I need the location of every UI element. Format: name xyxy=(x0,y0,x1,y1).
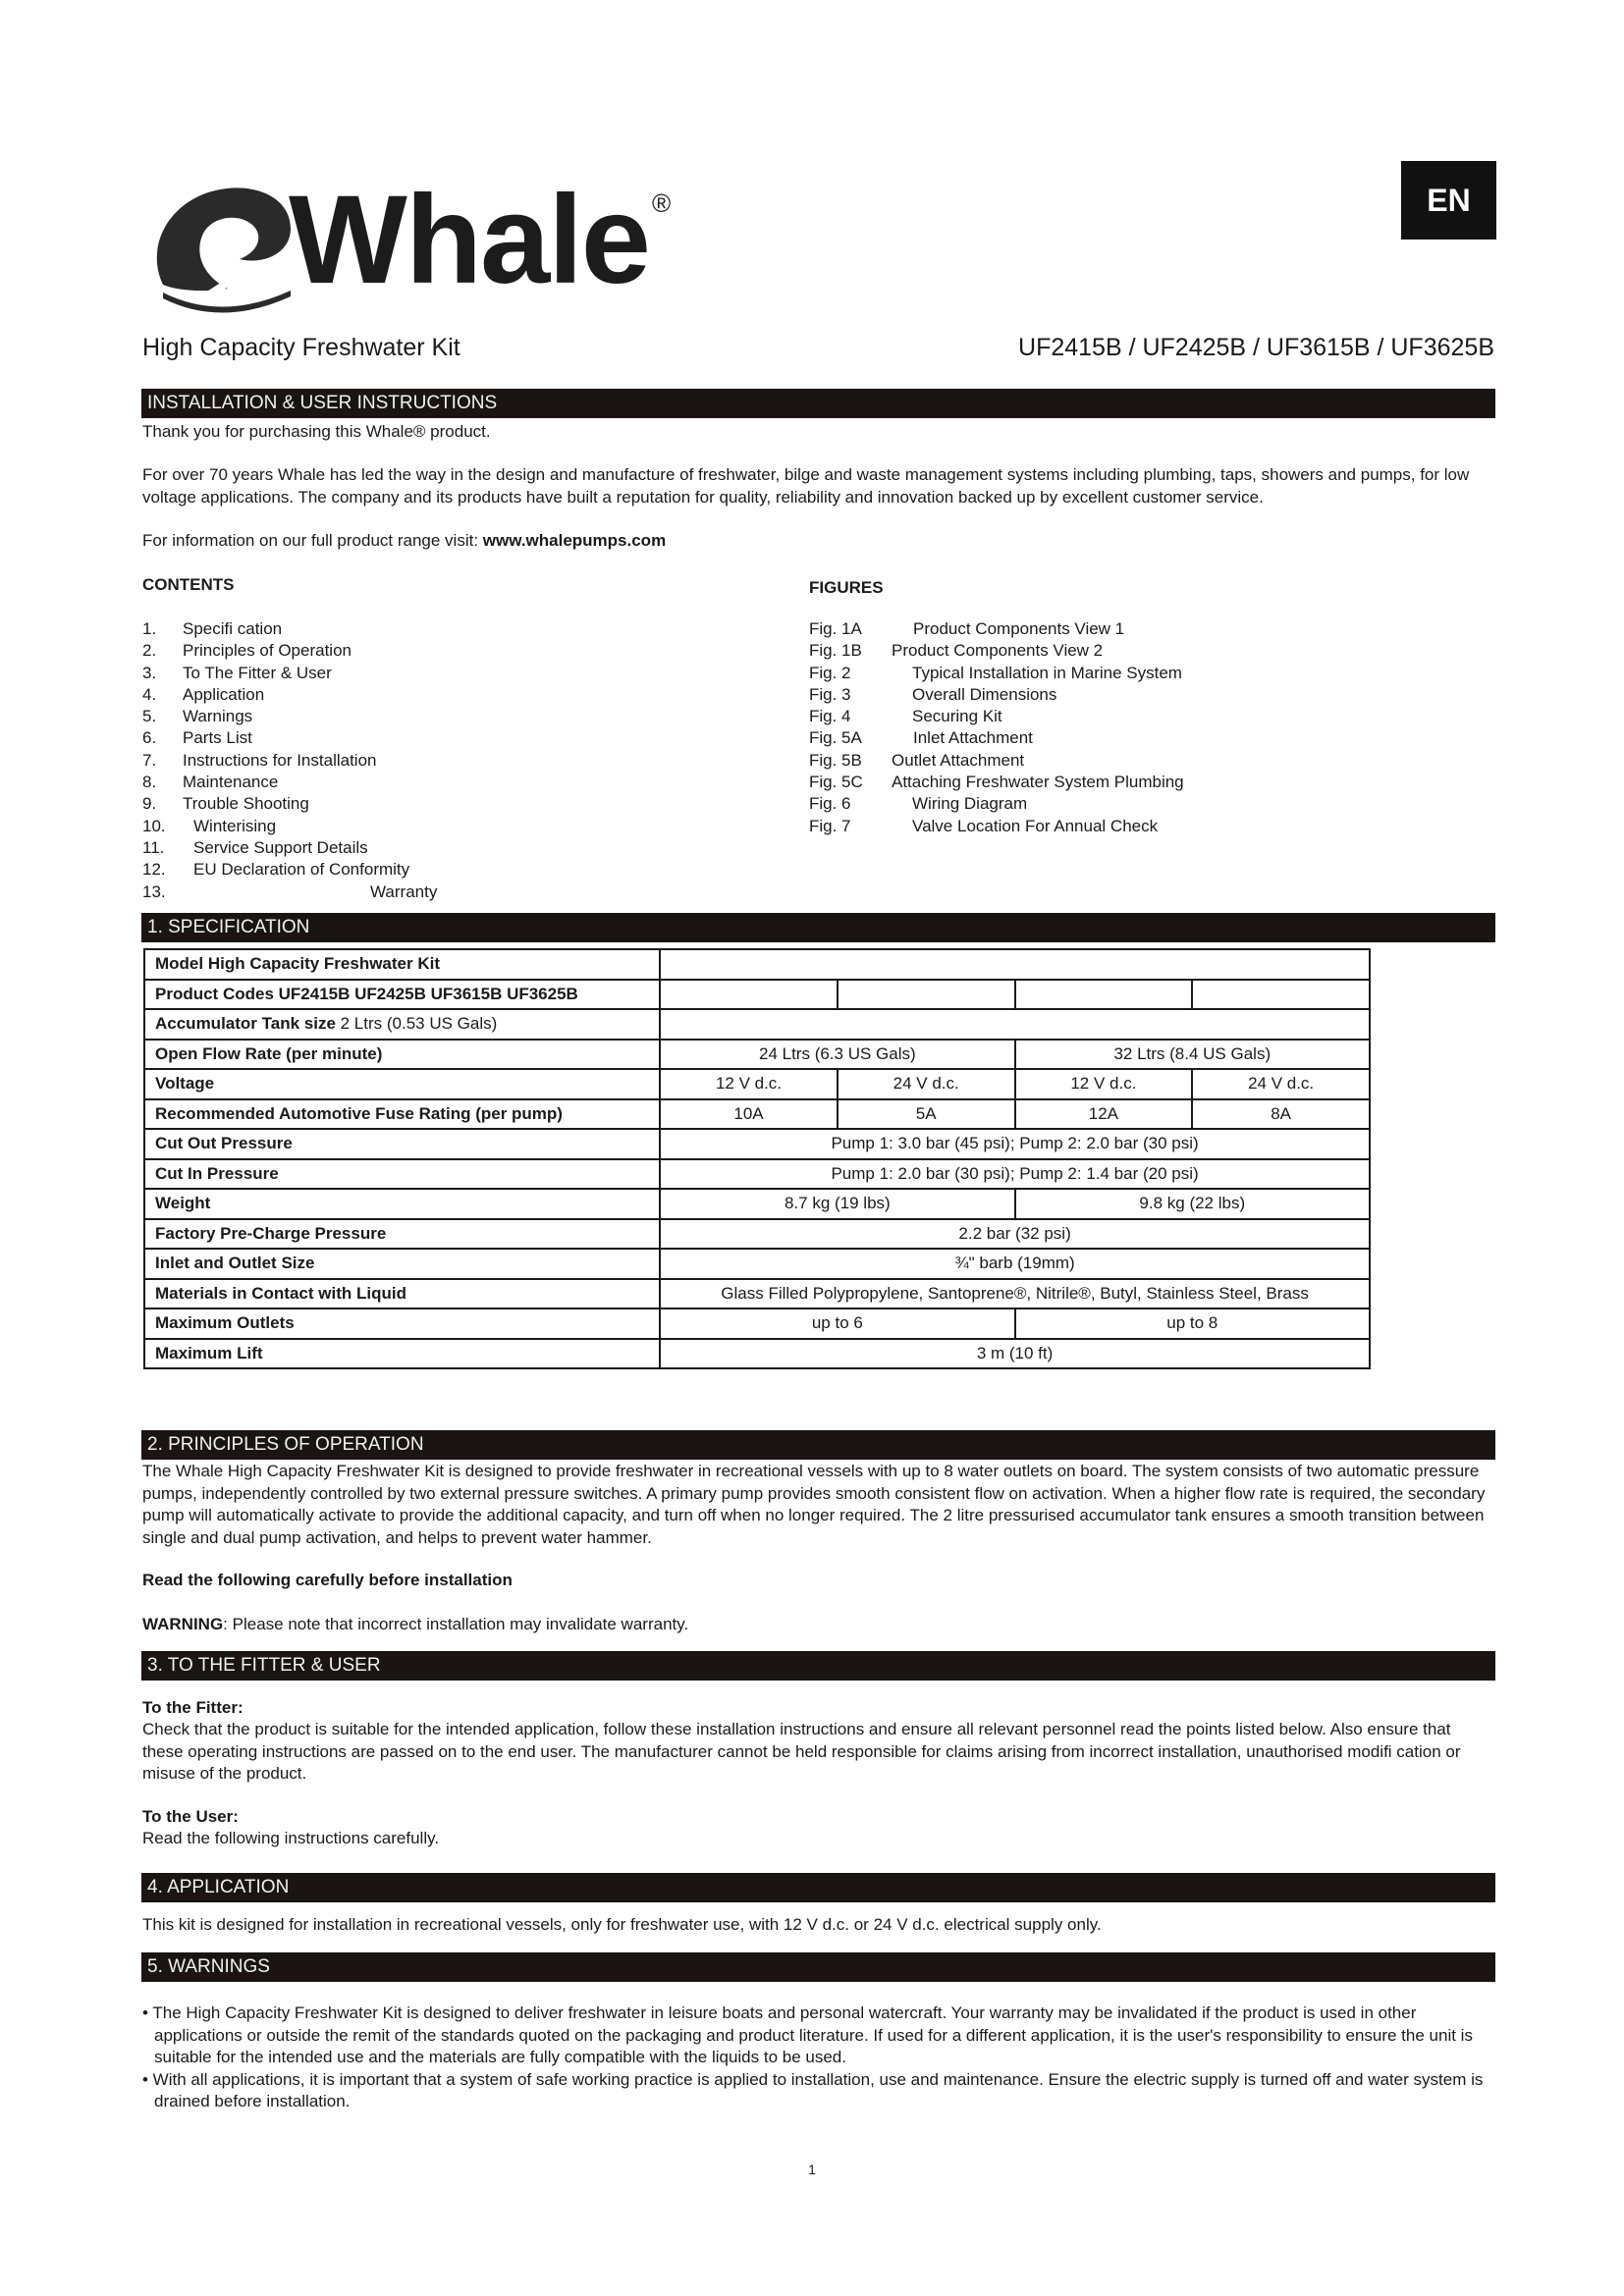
spec-label: Cut In Pressure xyxy=(144,1159,660,1190)
figures-title: FIGURES xyxy=(809,578,884,597)
spec-value: 10A xyxy=(660,1099,838,1130)
logo-registered-mark: ® xyxy=(652,188,672,218)
spec-label: Inlet and Outlet Size xyxy=(144,1249,660,1279)
spec-label: Weight xyxy=(144,1189,660,1219)
logo-wordmark: Whale xyxy=(289,170,649,310)
product-title: High Capacity Freshwater Kit xyxy=(142,334,460,361)
spec-value: 9.8 kg (22 lbs) xyxy=(1015,1189,1370,1219)
table-row xyxy=(144,1040,1370,1070)
table-row xyxy=(144,949,1370,980)
table-row xyxy=(144,1129,1370,1159)
list-item: Fig. 5B Outlet Attachment xyxy=(809,750,1025,770)
spec-value: up to 8 xyxy=(1015,1308,1370,1339)
section-bar-principles: 2. PRINCIPLES OF OPERATION xyxy=(141,1430,1495,1460)
website-link[interactable]: www.whalepumps.com xyxy=(482,531,667,550)
table-row xyxy=(144,1308,1370,1339)
spec-value: Pump 1: 3.0 bar (45 psi); Pump 2: 2.0 bar (30 psi) xyxy=(660,1129,1370,1159)
table-row xyxy=(144,1339,1370,1369)
spec-value: 24 Ltrs (6.3 US Gals) xyxy=(660,1040,1014,1070)
spec-value: 3 m (10 ft) xyxy=(660,1339,1370,1369)
list-item: Fig. 1A Product Components View 1 xyxy=(809,619,1125,638)
spec-value: 12A xyxy=(1015,1099,1193,1130)
table-row xyxy=(144,1069,1370,1099)
spec-label: Accumulator Tank size 2 Ltrs (0.53 US Gals) xyxy=(144,1009,660,1040)
list-item: 10. Winterising xyxy=(142,816,277,835)
whale-tail-icon xyxy=(143,175,300,322)
spec-label: Maximum Lift xyxy=(144,1339,660,1369)
language-badge: EN xyxy=(1401,161,1496,240)
table-row xyxy=(144,1099,1370,1130)
table-row xyxy=(144,1189,1370,1219)
list-item: Fig. 5C Attaching Freshwater System Plumbing xyxy=(809,773,1184,792)
table-row xyxy=(144,1159,1370,1190)
spec-value: Pump 1: 2.0 bar (30 psi); Pump 2: 1.4 bar (20 psi) xyxy=(660,1159,1370,1190)
spec-value: 5A xyxy=(838,1099,1015,1130)
read-carefully-text: Read the following carefully before installation xyxy=(142,1571,513,1589)
spec-label: Factory Pre-Charge Pressure xyxy=(144,1219,660,1250)
figures-list xyxy=(809,618,1184,837)
spec-label: Open Flow Rate (per minute) xyxy=(144,1040,660,1070)
list-item: • With all applications, it is important that a system of safe working practice is applied to installation, use and maintenance. Ensure the electric supply is turned off and water system is drained before installation. xyxy=(142,2069,1484,2110)
list-item: Fig. 1B Product Components View 2 xyxy=(809,641,1104,661)
list-item: 2. Principles of Operation xyxy=(142,641,352,661)
section-bar-fitter-user: 3. TO THE FITTER & USER xyxy=(141,1651,1495,1681)
spec-value: 2.2 bar (32 psi) xyxy=(660,1219,1370,1250)
list-item: 3. To The Fitter & User xyxy=(142,663,332,682)
list-item: 1. Specifi cation xyxy=(142,619,283,638)
spec-value: 8A xyxy=(1192,1099,1370,1130)
spec-label: Maximum Outlets xyxy=(144,1308,660,1339)
table-row xyxy=(144,1249,1370,1279)
list-item: Fig. 6 Wiring Diagram xyxy=(809,794,1028,814)
list-item: 9. Trouble Shooting xyxy=(142,794,309,814)
spec-value: 24 V d.c. xyxy=(838,1069,1015,1099)
list-item: Fig. 5A Inlet Attachment xyxy=(809,728,1033,748)
spec-value: up to 6 xyxy=(660,1308,1014,1339)
spec-value: 12 V d.c. xyxy=(1015,1069,1193,1099)
info-prefix: For information on our full product range visit: xyxy=(142,531,483,550)
user-title: To the User: xyxy=(142,1807,239,1826)
list-item: 7. Instructions for Installation xyxy=(142,750,377,770)
spec-value: 12 V d.c. xyxy=(660,1069,838,1099)
application-text: This kit is designed for installation in recreational vessels, only for freshwater use, with 12 V d.c. or 24 V d.c. electrical supply only. xyxy=(142,1915,1102,1934)
table-row xyxy=(144,1279,1370,1309)
list-item: Fig. 3 Overall Dimensions xyxy=(809,684,1057,704)
warning-line: WARNING: Please note that incorrect installation may invalidate warranty. xyxy=(142,1615,689,1633)
list-item: 13. Warranty xyxy=(142,881,438,901)
page-number: 1 xyxy=(808,2162,816,2177)
spec-value: 8.7 kg (19 lbs) xyxy=(660,1189,1014,1219)
contents-title: CONTENTS xyxy=(142,575,235,594)
user-text: Read the following instructions carefully. xyxy=(142,1829,440,1847)
spec-value: 32 Ltrs (8.4 US Gals) xyxy=(1015,1040,1370,1070)
spec-label: Cut Out Pressure xyxy=(144,1129,660,1159)
table-row xyxy=(144,1009,1370,1040)
section-bar-specification: 1. SPECIFICATION xyxy=(141,913,1495,942)
list-item: Fig. 7 Valve Location For Annual Check xyxy=(809,816,1159,835)
spec-label: Product Codes UF2415B UF2425B UF3615B UF3625B xyxy=(144,980,660,1010)
whale-logo xyxy=(143,170,693,322)
contents-list xyxy=(142,618,437,903)
principles-text: The Whale High Capacity Freshwater Kit is designed to provide freshwater in recreational vessels with up to 8 water outlets on board. The system consists of two automatic pressure pumps, independently controlled by two external pressure switches. A primary pump provides smooth consistent flow on activation. When a higher flow rate is required, the secondary pump will automatically activate to provide the additional capacity, and turn off when no longer required. The 2 litre pressurised accumulator tank ensures a smooth transition between single and dual pump activation, and helps to prevent water hammer. xyxy=(142,1462,1486,1547)
spec-value: Glass Filled Polypropylene, Santoprene®, Nitrile®, Butyl, Stainless Steel, Brass xyxy=(660,1279,1370,1309)
warnings-list xyxy=(142,2002,1488,2113)
list-item: 4. Application xyxy=(142,684,265,704)
table-row xyxy=(144,980,1370,1010)
spec-value: ¾" barb (19mm) xyxy=(660,1249,1370,1279)
fitter-title: To the Fitter: xyxy=(142,1698,244,1717)
spec-label: Model High Capacity Freshwater Kit xyxy=(144,949,660,980)
spec-label: Materials in Contact with Liquid xyxy=(144,1279,660,1309)
list-item: Fig. 4 Securing Kit xyxy=(809,707,1002,726)
thanks-text: Thank you for purchasing this Whale® product. xyxy=(142,422,491,441)
spec-value: 24 V d.c. xyxy=(1192,1069,1370,1099)
list-item: 8. Maintenance xyxy=(142,773,279,792)
table-row xyxy=(144,1219,1370,1250)
info-line xyxy=(142,530,1488,553)
product-codes: UF2415B / UF2425B / UF3615B / UF3625B xyxy=(1018,334,1494,361)
specification-table xyxy=(143,948,1371,1369)
section-bar-installation: INSTALLATION & USER INSTRUCTIONS xyxy=(141,389,1495,418)
list-item: 12. EU Declaration of Conformity xyxy=(142,860,410,880)
section-bar-application: 4. APPLICATION xyxy=(141,1873,1495,1902)
section-bar-warnings: 5. WARNINGS xyxy=(141,1952,1495,1982)
fitter-text: Check that the product is suitable for the intended application, follow these installation instructions and ensure all relevant personnel read the points listed below. Also ensure that these operating instructions are passed on to the end user. The manufacturer cannot be held responsible for claims arising from incorrect installation, unauthorised modifi cation or misuse of the product. xyxy=(142,1720,1461,1783)
spec-label: Voltage xyxy=(144,1069,660,1099)
about-text: For over 70 years Whale has led the way in the design and manufacture of freshwater, bilge and waste management systems including plumbing, taps, showers and pumps, for low voltage applications. The company and its products have built a reputation for quality, reliability and innovation backed up by excellent customer service. xyxy=(142,465,1470,507)
list-item: 11. Service Support Details xyxy=(142,837,368,857)
spec-label: Recommended Automotive Fuse Rating (per pump) xyxy=(144,1099,660,1130)
list-item: Fig. 2 Typical Installation in Marine System xyxy=(809,663,1182,682)
list-item: 5. Warnings xyxy=(142,707,253,726)
list-item: • The High Capacity Freshwater Kit is designed to deliver freshwater in leisure boats and personal watercraft. Your warranty may be invalidated if the product is used in other applications or outside the remit of the standards quoted on the packaging and product literature. If used for a different application, it is the user's responsibility to ensure the unit is suitable for the intended use and the materials are fully compatible with the liquids to be used. xyxy=(142,2003,1473,2066)
list-item: 6. Parts List xyxy=(142,728,252,748)
